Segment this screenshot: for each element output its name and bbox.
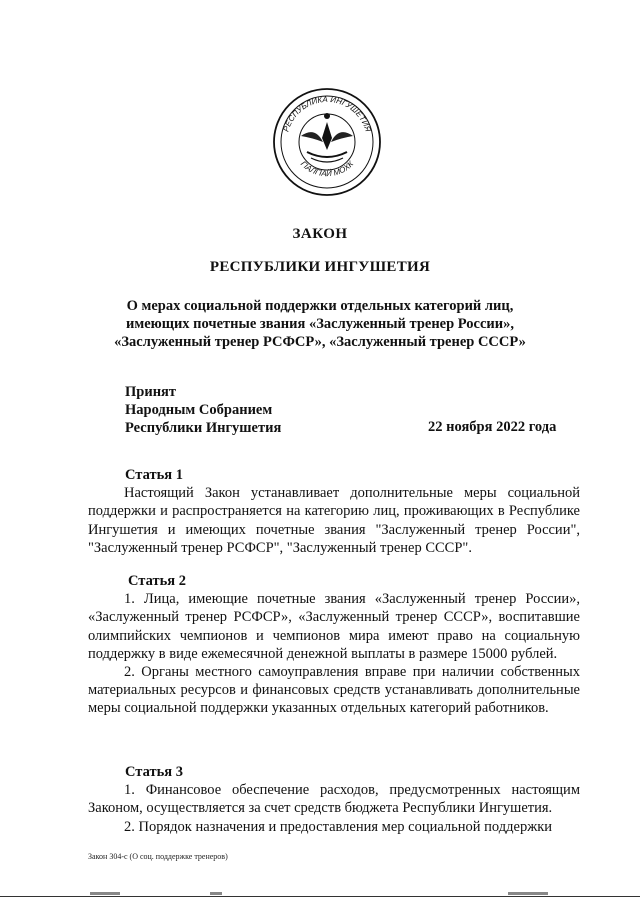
scan-artifact bbox=[508, 892, 548, 895]
article-heading: Статья 3 bbox=[125, 764, 183, 780]
law-title-line: «Заслуженный тренер РСФСР», «Заслуженный тренер СССР» bbox=[114, 334, 526, 350]
article-paragraph: 1. Лица, имеющие почетные звания «Заслуженный тренер России», «Заслуженный тренер РСФСР», «Заслуженный тренер СССР», воспитавшие олимпийских чемпионов и чемпионов мира имеют право на социальную поддержку в виде ежемесячной денежной выплаты в размере 15000 рублей. bbox=[88, 591, 580, 662]
ingushetia-coat-of-arms-icon bbox=[271, 86, 383, 198]
adoption-line: Народным Собранием bbox=[125, 402, 273, 418]
article-1 bbox=[88, 466, 580, 557]
issuer: РЕСПУБЛИКИ ИНГУШЕТИЯ bbox=[209, 259, 431, 275]
emblem-bottom-text: ГIАЛГIАЙ МОХК bbox=[298, 159, 356, 179]
article-paragraph: Настоящий Закон устанавливает дополнительные меры социальной поддержки и распространяется на категорию лиц, проживающих в Республике Ингушетия и имеющих почетные звания "Заслуженный тренер России", "Заслуженный тренер РСФСР", "Заслуженный тренер СССР". bbox=[88, 485, 580, 556]
article-heading: Статья 1 bbox=[125, 467, 183, 483]
article-paragraph: 2. Органы местного самоуправления вправе при наличии собственных материальных ресурсов и финансовых средств устанавливать дополнительные меры социальной поддержки указанных отдельных категорий работников. bbox=[88, 664, 580, 717]
law-title-line: имеющих почетные звания «Заслуженный тренер России», bbox=[125, 316, 515, 332]
adoption-line: Принят bbox=[125, 384, 177, 400]
article-heading: Статья 2 bbox=[128, 573, 186, 589]
document-type: ЗАКОН bbox=[292, 226, 348, 242]
law-title bbox=[0, 297, 640, 351]
adoption-date: 22 ноября 2022 года bbox=[428, 419, 557, 435]
emblem-top-text: РЕСПУБЛИКА ИНГУШЕТИЯ bbox=[281, 94, 373, 133]
scan-artifact bbox=[210, 892, 222, 895]
adoption-line: Республики Ингушетия bbox=[125, 420, 282, 436]
article-paragraph: 1. Финансовое обеспечение расходов, предусмотренных настоящим Законом, осуществляется за счет средств бюджета Республики Ингушетия. bbox=[88, 782, 580, 817]
article-2 bbox=[88, 572, 580, 718]
article-paragraph: 2. Порядок назначения и предоставления мер социальной поддержки bbox=[124, 818, 553, 835]
scan-edge-line bbox=[0, 896, 640, 897]
scan-artifact bbox=[90, 892, 120, 895]
footer-note: Закон 304-с (О соц. поддержке тренеров) bbox=[88, 852, 228, 861]
article-3 bbox=[88, 763, 580, 836]
law-title-line: О мерах социальной поддержки отдельных категорий лиц, bbox=[126, 298, 514, 314]
adoption-block bbox=[125, 383, 281, 437]
